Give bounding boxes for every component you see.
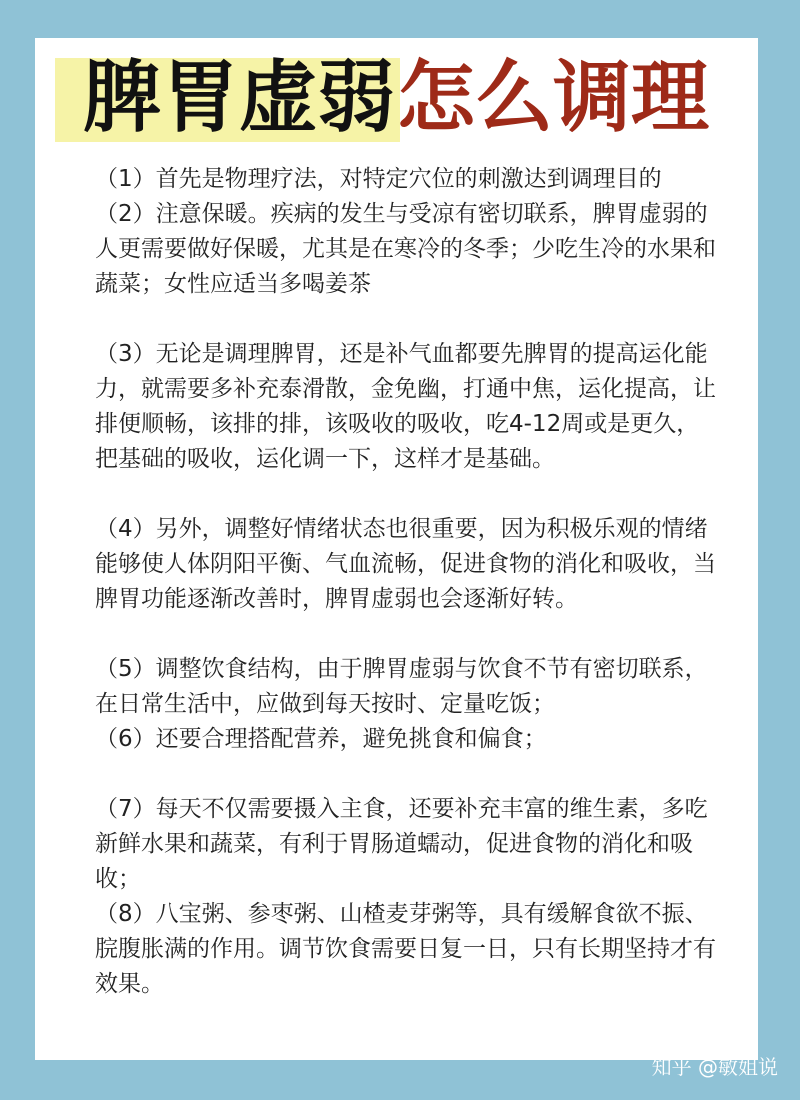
paragraph-6: （6）还要合理搭配营养，避免挑食和偏食；: [95, 726, 547, 752]
paragraph-7: （7）每天不仅需要摄入主食，还要补充丰富的维生素，多吃新鲜水果和蔬菜，有利于胃肠道蠕动，促进食物的消化和吸收；: [95, 796, 708, 892]
paragraph-1: （1）首先是物理疗法，对特定穴位的刺激达到调理目的: [95, 166, 662, 192]
paragraph-4: （4）另外，调整好情绪状态也很重要，因为积极乐观的情绪能够使人体阴阳平衡、气血流畅，促进食物的消化和吸收，当脾胃功能逐渐改善时，脾胃虚弱也会逐渐好转。: [95, 516, 716, 612]
paragraph-3: （3）无论是调理脾胃，还是补气血都要先脾胃的提高运化能力，就需要多补充泰滑散，金免幽，打通中焦，运化提高，让排便顺畅，该排的排，该吸收的吸收，吃4-12周或是更久，把基础的吸收，运化调一下，这样才是基础。: [95, 341, 716, 472]
paragraph-2: （2）注意保暖。疾病的发生与受凉有密切联系，脾胃虚弱的人更需要做好保暖，尤其是在寒冷的冬季；少吃生冷的水果和蔬菜；女性应适当多喝姜茶: [95, 201, 716, 297]
title-accent: 怎么调理: [397, 53, 710, 143]
title-main: 脾胃虚弱: [83, 53, 396, 143]
watermark: 知乎 @敏姐说: [651, 1055, 778, 1079]
article-body: [95, 162, 717, 1002]
paragraph-8: （8）八宝粥、参枣粥、山楂麦芽粥等，具有缓解食欲不振、脘腹胀满的作用。调节饮食需要日复一日，只有长期坚持才有效果。: [95, 901, 716, 997]
paragraph-5: （5）调整饮食结构，由于脾胃虚弱与饮食不节有密切联系，在日常生活中，应做到每天按时、定量吃饭；: [95, 656, 708, 717]
